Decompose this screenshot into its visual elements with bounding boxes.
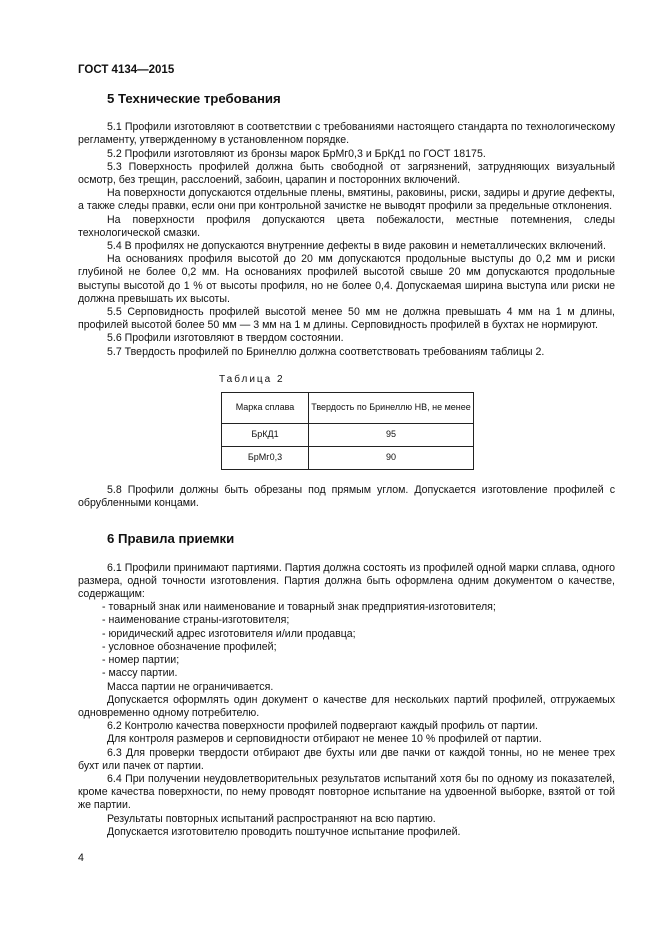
table-header-cell: Марка сплава	[222, 393, 309, 424]
paragraph-piecewise-testing: Допускается изготовителю проводить поштучное испытание профилей.	[107, 825, 461, 838]
list-item: - массу партии.	[102, 667, 178, 680]
quality-document-list	[78, 601, 615, 680]
table-row	[222, 447, 474, 470]
paragraph-5-3-defects: На поверхности допускаются отдельные плены, вмятины, раковины, риски, задиры и другие дефекты, а также следы правки, если они при контрольной зачистке не выводят профили за предельные отклонения.	[78, 187, 615, 213]
paragraph-single-document: Допускается оформлять один документ о качестве для нескольких партий профилей, отгружаемых одновременно одному потребителю.	[78, 693, 615, 719]
page-content	[78, 90, 615, 839]
paragraph-5-3-colors: На поверхности профиля допускаются цвета побежалости, местные потемнения, следы технологической смазки.	[78, 213, 615, 239]
paragraph-5-1: 5.1 Профили изготовляют в соответствии с требованиями настоящего стандарта по технологическому регламенту, утвержденному в установленном порядке.	[78, 121, 615, 147]
list-item: - условное обозначение профилей;	[102, 640, 277, 653]
table-header-row	[222, 393, 474, 424]
paragraph-5-4: 5.4 В профилях не допускаются внутренние дефекты в виде раковин и неметаллических включений.	[107, 240, 606, 253]
list-item: - наименование страны-изготовителя;	[102, 614, 290, 627]
paragraph-5-7: 5.7 Твердость профилей по Бринеллю должна соответствовать требованиям таблицы 2.	[107, 345, 545, 358]
table-caption: Таблица 2	[219, 373, 285, 385]
paragraph-5-3: 5.3 Поверхность профилей должна быть свободной от загрязнений, затрудняющих визуальный осмотр, без трещин, расслоений, забоин, царапин и посторонних включений.	[78, 160, 615, 187]
paragraph-5-2: 5.2 Профили изготовляют из бронзы марок БрМг0,3 и БрКд1 по ГОСТ 18175.	[107, 147, 486, 160]
paragraph-6-1: 6.1 Профили принимают партиями. Партия должна состоять из профилей одной марки сплава, одного размера, одной точности изготовления. Партия должна быть оформлена одним документом о качестве, содержащим:	[78, 561, 615, 601]
paragraph-repeat-results: Результаты повторных испытаний распространяют на всю партию.	[107, 812, 436, 825]
table-cell-hardness: 90	[309, 447, 474, 470]
paragraph-batch-mass: Масса партии не ограничивается.	[107, 680, 274, 693]
paragraph-6-2-sampling: Для контроля размеров и серповидности отбирают не менее 10 % профилей от партии.	[107, 733, 542, 746]
section-6-heading: 6 Правила приемки	[107, 531, 235, 547]
document-header: ГОСТ 4134—2015	[78, 64, 175, 76]
paragraph-6-4: 6.4 При получении неудовлетворительных результатов испытаний хотя бы по одному из показателей, кроме качества поверхности, по нему проводят повторное испытание на удвоенной выборке, взятой от той же партии.	[78, 772, 615, 812]
table-cell-alloy: БрМг0,3	[222, 447, 309, 470]
paragraph-5-5: 5.5 Серповидность профилей высотой менее 50 мм не должна превышать 4 мм на 1 м длины, профилей высотой более 50 мм — 3 мм на 1 м длины. Серповидность профилей в бухтах не нормируют.	[78, 306, 615, 332]
section-5-heading: 5 Технические требования	[107, 91, 281, 106]
list-item: - номер партии;	[102, 654, 180, 667]
paragraph-5-6: 5.6 Профили изготовляют в твердом состоянии.	[107, 332, 344, 345]
hardness-table	[221, 392, 474, 470]
paragraph-6-2: 6.2 Контролю качества поверхности профилей подвергают каждый профиль от партии.	[107, 720, 538, 733]
table-header-cell: Твердость по Бринеллю НВ, не менее	[309, 393, 474, 424]
table-cell-alloy: БрКД1	[222, 424, 309, 447]
list-item: - юридический адрес изготовителя и/или продавца;	[102, 627, 356, 640]
paragraph-5-4-bases: На основаниях профиля высотой до 20 мм допускаются продольные выступы до 0,2 мм и риски глубиной не более 0,2 мм. На основаниях профилей высотой свыше 20 мм допускаются продольные выступы высотой до 1 % от высоты профиля, но не более 0,4. Допускаемая ширина выступа или риски не должна превышать их высоты.	[78, 253, 615, 305]
table-cell-hardness: 95	[309, 424, 474, 447]
paragraph-5-8: 5.8 Профили должны быть обрезаны под прямым углом. Допускается изготовление профилей с обрубленными концами.	[78, 484, 615, 510]
list-item: - товарный знак или наименование и товарный знак предприятия-изготовителя;	[102, 601, 496, 614]
page-number: 4	[78, 852, 84, 864]
paragraph-6-3: 6.3 Для проверки твердости отбирают две бухты или две пачки от каждой тонны, но не менее трех бухт или пачек от партии.	[78, 746, 615, 772]
table-row	[222, 424, 474, 447]
